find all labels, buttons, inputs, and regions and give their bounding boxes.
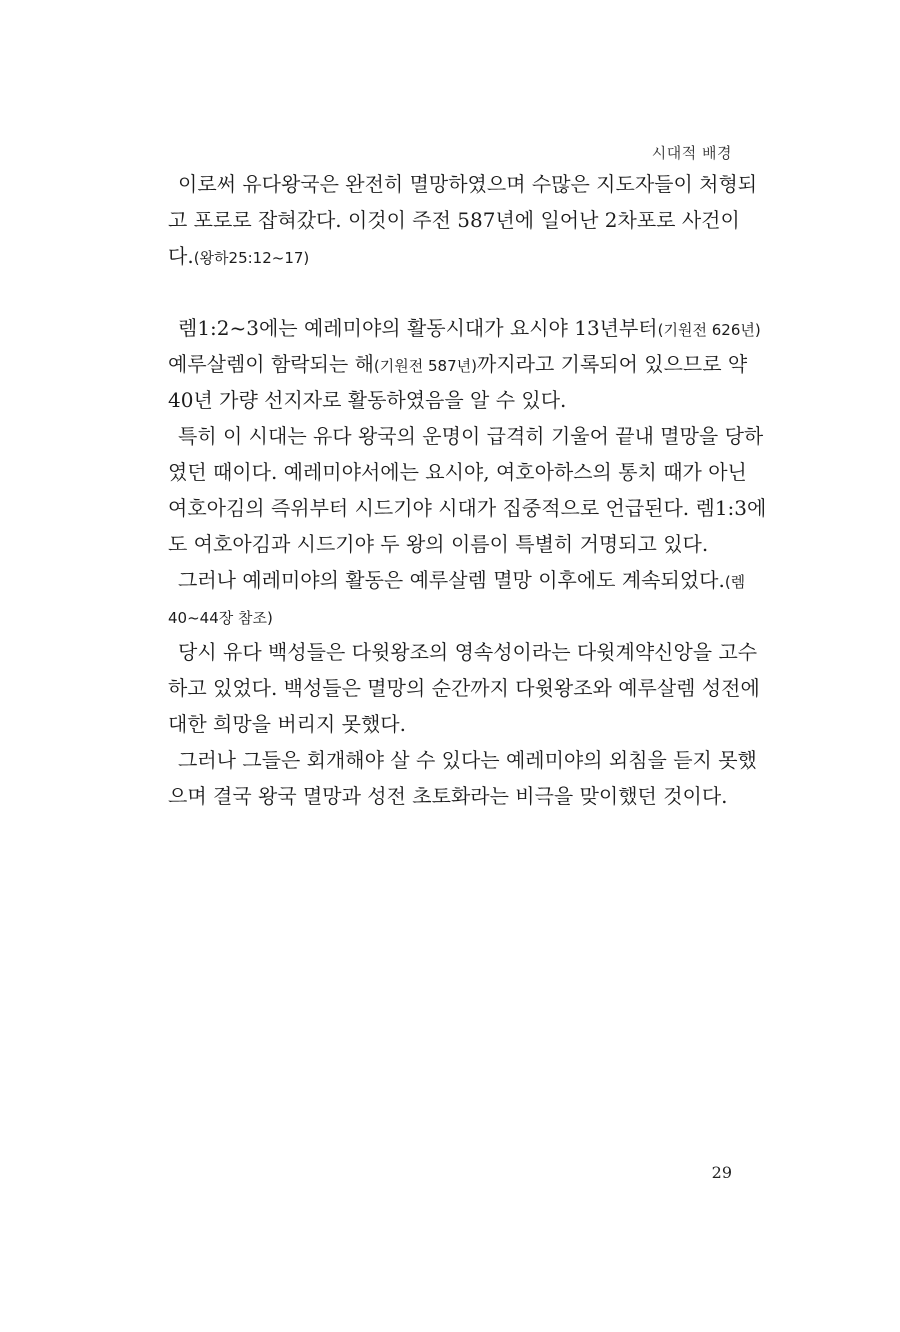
- text-run: 까지라고 기록되어 있으므로 약: [477, 352, 748, 376]
- text-run: 으며 결국 왕국 멸망과 성전 초토화라는 비극을 맞이했던 것이다.: [168, 784, 728, 808]
- text-run: 하고 있었다. 백성들은 멸망의 순간까지 다윗왕조와 예루살렘 성전에: [168, 676, 760, 700]
- text-run: 렘1:2~3에는 예레미야의 활동시대가 요시야 13년부터: [178, 316, 658, 340]
- text-run: 그러나 예레미야의 활동은 예루살렘 멸망 이후에도 계속되었다.: [178, 568, 725, 592]
- citation: 40~44장 참조): [168, 609, 273, 627]
- text-line: [168, 310, 761, 346]
- running-header: 시대적 배경: [651, 144, 732, 162]
- text-line: [168, 202, 740, 238]
- text-run: 다.: [168, 244, 194, 268]
- text-run: 특히 이 시대는 유다 왕국의 운명이 급격히 기울어 끝내 멸망을 당하: [178, 424, 764, 448]
- paragraph-gap: [168, 274, 734, 310]
- text-line: [168, 706, 734, 742]
- text-run: 였던 때이다. 예레미야서에는 요시야, 여호아하스의 통치 때가 아닌: [168, 460, 747, 484]
- text-line: [168, 742, 757, 778]
- text-run: 그러나 그들은 회개해야 살 수 있다는 예레미야의 외침을 듣지 못했: [178, 748, 757, 772]
- citation: (기원전 626년): [657, 321, 761, 339]
- text-run: 당시 유다 백성들은 다윗왕조의 영속성이라는 다윗계약신앙을 고수: [178, 640, 758, 664]
- text-line: [168, 346, 748, 382]
- text-line: [168, 490, 767, 526]
- text-run: 이로써 유다왕국은 완전히 멸망하였으며 수많은 지도자들이 처형되: [178, 172, 758, 196]
- text-line: [168, 598, 734, 634]
- text-line: [168, 238, 734, 274]
- citation: (렘: [724, 573, 746, 591]
- page-number: 29: [711, 1163, 732, 1182]
- text-line: [168, 634, 758, 670]
- text-line: [168, 166, 758, 202]
- text-run: 40년 가량 선지자로 활동하였음을 알 수 있다.: [168, 388, 567, 412]
- text-run: 예루살렘이 함락되는 해: [168, 352, 374, 376]
- body-text: [168, 166, 767, 814]
- text-run: 여호아김의 즉위부터 시드기야 시대가 집중적으로 언급된다. 렘1:3에: [168, 496, 767, 520]
- text-run: 고 포로로 잡혀갔다. 이것이 주전 587년에 일어난 2차포로 사건이: [168, 208, 740, 232]
- text-line: [168, 454, 747, 490]
- text-line: [168, 418, 764, 454]
- text-line: [168, 562, 746, 598]
- text-run: 도 여호아김과 시드기야 두 왕의 이름이 특별히 거명되고 있다.: [168, 532, 709, 556]
- text-line: [168, 778, 734, 814]
- text-line: [168, 382, 734, 418]
- citation: (기원전 587년): [373, 357, 477, 375]
- text-line: [168, 670, 760, 706]
- text-line: [168, 526, 734, 562]
- text-run: 대한 희망을 버리지 못했다.: [168, 712, 406, 736]
- citation: (왕하25:12~17): [193, 249, 310, 267]
